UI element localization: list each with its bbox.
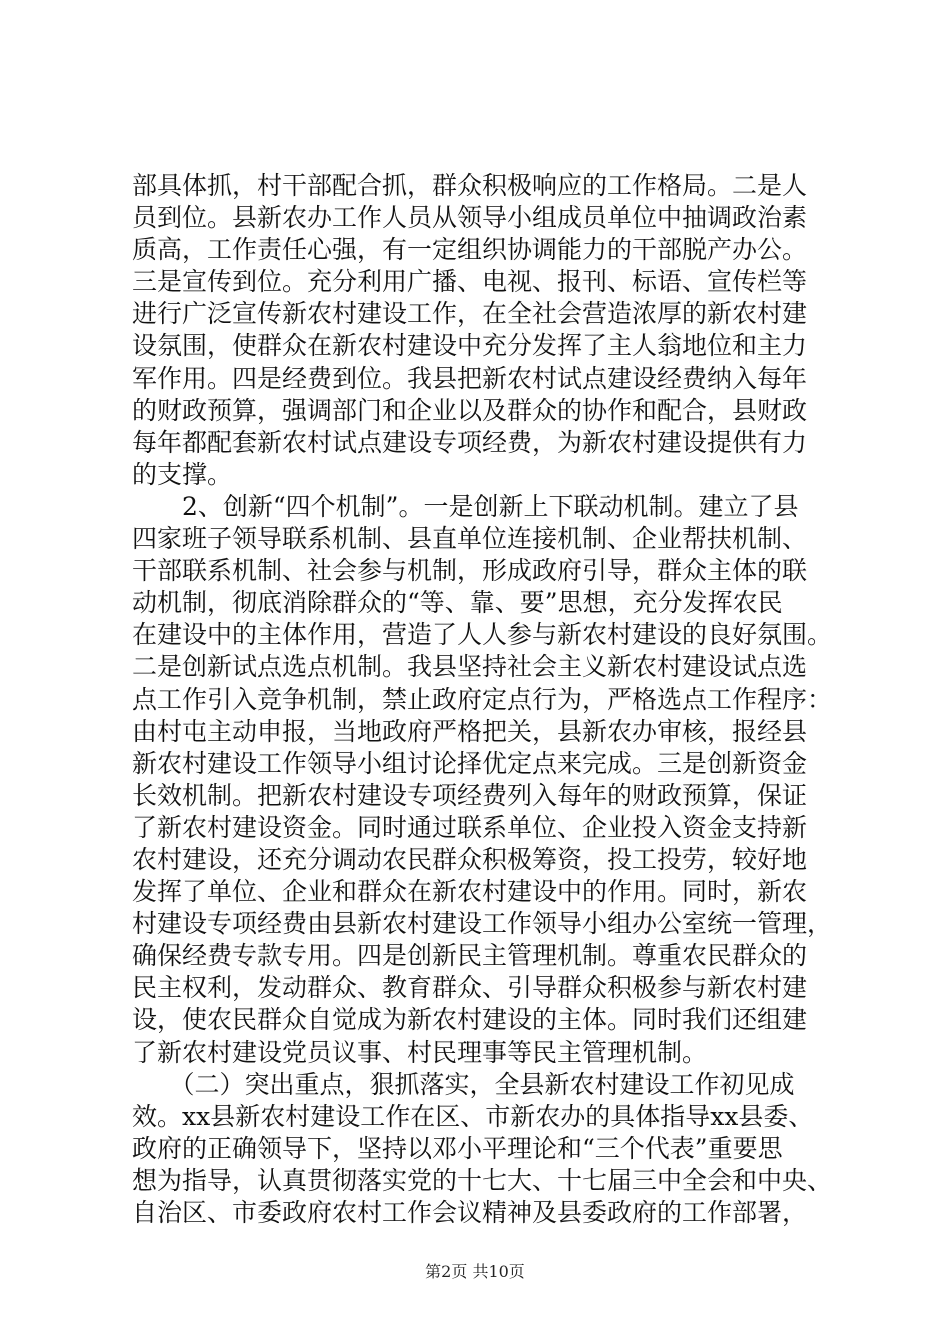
text-line: 部具体抓，村干部配合抓，群众积极响应的工作格局。二是人 (132, 171, 808, 200)
text-line: 发挥了单位、企业和群众在新农村建设中的作用。同时，新农 (132, 877, 808, 907)
text-line: 四家班子领导联系机制、县直单位连接机制、企业帮扶机制、 (132, 524, 808, 554)
text-line: 长效机制。把新农村建设专项经费列入每年的财政预算，保证 (132, 780, 808, 810)
text-line: 确保经费专款专用。四是创新民主管理机制。尊重农民群众的 (132, 941, 808, 971)
text-line: 新农村建设工作领导小组讨论择优定点来完成。三是创新资金 (132, 748, 808, 778)
text-line: 每年都配套新农村试点建设专项经费，为新农村建设提供有力 (132, 427, 808, 457)
text-line: 自治区、市委政府农村工作会议精神及县委政府的工作部署， (132, 1198, 808, 1227)
body-text (132, 170, 832, 1229)
text-line: （二）突出重点，狠抓落实，全县新农村建设工作初见成 (132, 1069, 795, 1099)
text-line: 在建设中的主体作用，营造了人人参与新农村建设的良好氛围。 (132, 620, 832, 650)
text-line: 动机制，彻底消除群众的“等、靠、要”思想，充分发挥农民 (132, 588, 783, 618)
text-line: 想为指导，认真贯彻落实党的十七大、十七届三中全会和中央、 (132, 1165, 832, 1195)
text-line: 村建设专项经费由县新农村建设工作领导小组办公室统一管理， (132, 909, 832, 939)
text-line: 政府的正确领导下，坚持以邓小平理论和“三个代表”重要思 (132, 1133, 783, 1163)
text-line: 二是创新试点选点机制。我县坚持社会主义新农村建设试点选 (132, 652, 808, 682)
text-line: 农村建设，还充分调动农民群众积极筹资，投工投劳，较好地 (132, 844, 808, 874)
text-line: 员到位。县新农办工作人员从领导小组成员单位中抽调政治素 (132, 203, 808, 233)
text-line: 了新农村建设资金。同时通过联系单位、企业投入资金支持新 (132, 812, 808, 842)
text-line: 进行广泛宣传新农村建设工作，在全社会营造浓厚的新农村建 (132, 299, 808, 329)
text-line: 的支撑。 (132, 459, 233, 489)
text-line: 由村屯主动申报，当地政府严格把关，县新农办审核，报经县 (132, 716, 808, 746)
text-line: 质高，工作责任心强，有一定组织协调能力的干部脱产办公。 (132, 235, 808, 265)
text-line: 三是宣传到位。充分利用广播、电视、报刊、标语、宣传栏等 (132, 267, 808, 297)
text-line: 军作用。四是经费到位。我县把新农村试点建设经费纳入每年 (132, 363, 808, 393)
page-number-footer: 第2页 共10页 (425, 1262, 525, 1281)
text-line: 点工作引入竞争机制，禁止政府定点行为，严格选点工作程序： (132, 684, 832, 714)
text-line: 效。xx县新农村建设工作在区、市新农办的具体指导xx县委、 (132, 1101, 814, 1131)
text-line: 2、创新“四个机制”。一是创新上下联动机制。建立了县 (132, 491, 799, 521)
text-line: 干部联系机制、社会参与机制，形成政府引导，群众主体的联 (132, 556, 808, 586)
text-line: 设氛围，使群众在新农村建设中充分发挥了主人翁地位和主力 (132, 331, 808, 361)
text-line: 设，使农民群众自觉成为新农村建设的主体。同时我们还组建 (132, 1005, 808, 1035)
text-line: 的财政预算，强调部门和企业以及群众的协作和配合，县财政 (132, 395, 808, 425)
text-line: 民主权利，发动群众、教育群众、引导群众积极参与新农村建 (132, 973, 808, 1003)
text-line: 了新农村建设党员议事、村民理事等民主管理机制。 (132, 1037, 708, 1067)
